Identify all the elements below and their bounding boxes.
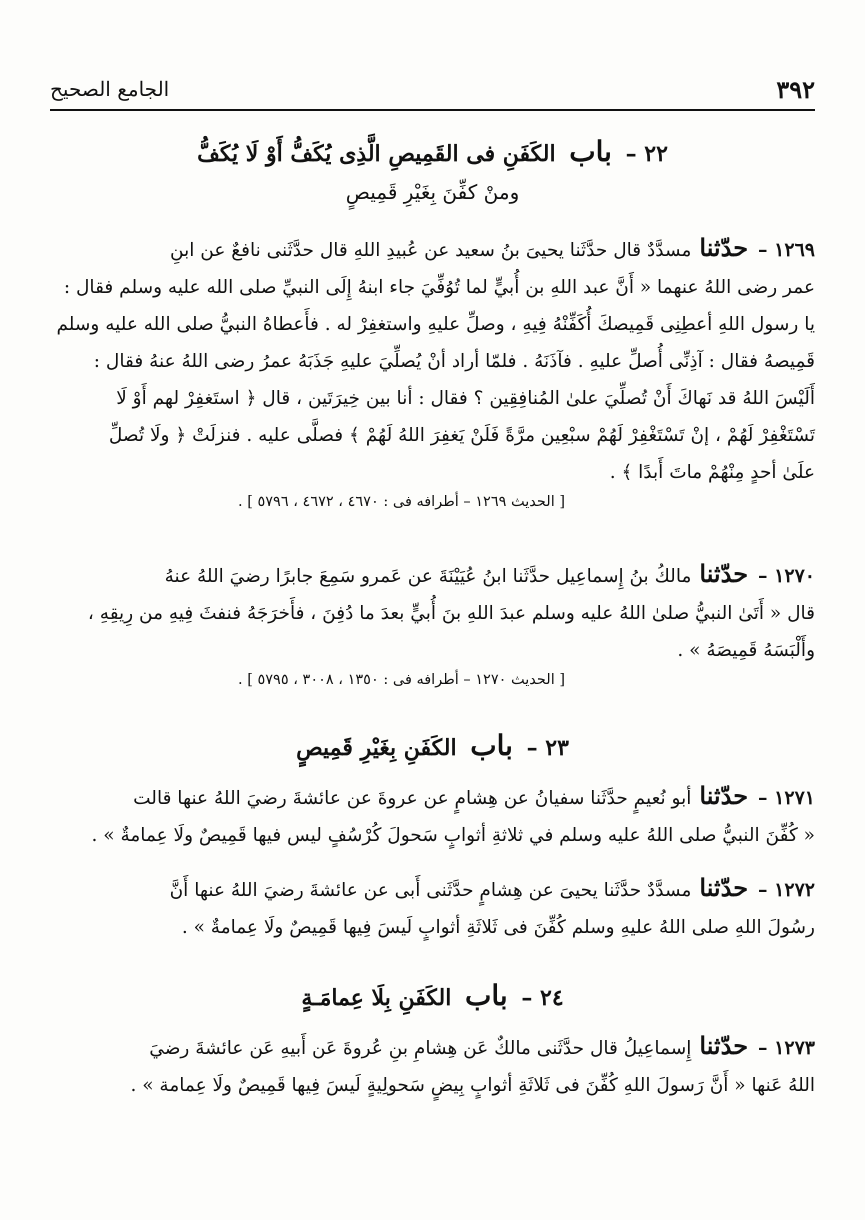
hadith-number: ١٢٧٢ – — [758, 879, 815, 901]
chapter-title — [50, 977, 815, 1015]
haddathana-word: حدّثنا — [699, 873, 749, 902]
hadith-line: « كُفِّنَ النبيُّ صلى اللهُ عليه وسلم في ثلاثةِ أثوابٍ سَحولَ كُرْسُفٍ ليس فيها قَمِيصٌ ولَا عِمامةٌ » . — [91, 825, 815, 846]
chapter-title — [50, 133, 815, 171]
hadith-line: وأَلْبَسَهُ قَمِيصَهُ » . — [677, 640, 815, 661]
hadith-1269 — [50, 229, 815, 513]
chapter-number: ٢٤ – — [521, 985, 564, 1011]
hadith-number: ١٢٦٩ – — [758, 239, 815, 261]
hadith-line — [50, 1027, 815, 1067]
hadith-line: أَلَيْسَ اللهُ قد نَهاكَ أَنْ تُصلِّيَ علىٰ المُنافِقِين ؟ فقال : أنا بين خِيرَتَين ، قال ﴿ استَغفِرْ لهم أَوْ لَا — [116, 388, 815, 409]
bab-word: باب — [470, 729, 513, 762]
hadith-number: ١٢٧١ – — [758, 787, 815, 809]
chapter-subtitle: ومنْ كفِّنَ بِغَيْرِ قَمِيصٍ — [345, 179, 520, 204]
hadith-line — [50, 229, 815, 269]
chapter-number: ٢٢ – — [625, 141, 668, 167]
hadith-reference: [ الحديث ١٢٧٠ – أطرافه فى : ١٣٥٠ ، ٣٠٠٨ ، ٥٧٩٥ ] . — [237, 672, 565, 688]
haddathana-word: حدّثنا — [699, 1031, 749, 1060]
hadith-line: علَىٰ أحدٍ مِنْهُمْ ماتَ أَبدًا ﴾ . — [609, 462, 815, 483]
hadith-number: ١٢٧٠ – — [758, 565, 815, 587]
hadith-1273 — [50, 1027, 815, 1104]
chapter-number: ٢٣ – — [526, 735, 569, 761]
hadith-text: إِسماعِيلُ قال حدَّثَنى مالكٌ عَن هِشامِ بنِ عُروةَ عَن أَبيهِ عَن عائشةَ رضيَ — [149, 1038, 692, 1059]
chapter-heading-22 — [50, 133, 815, 205]
hadith-line: قَمِيصهُ فقال : آذِنِّى أُصلِّ عليهِ . فآذَنَهُ . فلمّا أراد أنْ يُصلِّيَ عليهِ جَذَبَهُ عمرُ رضى اللهُ عنهُ فقال : — [93, 351, 815, 372]
hadith-1271 — [50, 777, 815, 854]
hadith-line — [50, 869, 815, 909]
running-head — [50, 69, 815, 111]
hadith-1270 — [50, 555, 815, 691]
hadith-line: تَسْتَغْفِرْ لَهُمْ ، إنْ تَسْتَغْفِرْ لَهُمْ سبْعِين مرَّةً فَلَنْ يَغفِرَ اللهُ لَهُمْ ﴾ فصلَّى عليه . فنزلَتْ ﴿ ولَا تُصلِّ — [108, 425, 815, 446]
book-title: الجامع الصحيح — [50, 77, 170, 101]
chapter-title — [50, 727, 815, 765]
hadith-text: مسدَّدٌ قال حدَّثَنا يحيىَ بنُ سعيد عن عُبيدِ اللهِ قال حدَّثَنى نافعٌ عن ابنِ — [170, 240, 692, 261]
hadith-text: أبو نُعيمٍ حدَّثَنا سفيانُ عن هِشامٍ عن عروةَ عن عائشةَ رضيَ اللهُ عنها قالت — [133, 788, 692, 809]
hadith-line: يا رسول اللهِ أعطِنِى قَمِيصكَ أُكَفِّنْهُ فِيهِ ، وصلِّ عليهِ واستغفِرْ له . فأَعطاهُ النبيُّ صلى الله عليه وسلم — [56, 314, 815, 335]
hadith-reference: [ الحديث ١٢٦٩ – أطرافه فى : ٤٦٧٠ ، ٤٦٧٢ ، ٥٧٩٦ ] . — [237, 494, 565, 510]
haddathana-word: حدّثنا — [699, 559, 749, 588]
hadith-line — [50, 555, 815, 595]
chapter-heading-24 — [50, 977, 815, 1015]
hadith-1272 — [50, 869, 815, 946]
hadith-text: مسدَّدٌ حدَّثَنا يحيىَ عن هِشامٍ حدَّثَنى أَبى عن عائشةَ رضيَ اللهُ عنها أَنَّ — [169, 880, 692, 901]
hadith-line: رسُولَ اللهِ صلى اللهُ عليهِ وسلم كُفِّنَ فى ثَلاثَةِ أثوابٍ لَيسَ فِيها قَمِيصٌ ولَا عِمامةٌ » . — [181, 917, 815, 938]
bab-word: باب — [569, 135, 612, 168]
chapter-heading-23 — [50, 727, 815, 765]
hadith-text: مالكُ بنُ إِسماعِيل حدَّثَنا ابنُ عُيَيْنَةَ عن عَمرو سَمِعَ جابرًا رضيَ اللهُ عنهُ — [164, 566, 692, 587]
chapter-title-text: الكَفَنِ بِغَيْرِ قَمِيصٍ — [296, 735, 457, 761]
chapter-title-text: الكَفَنِ فى القَمِيصِ الَّذِى يُكَفُّ أَوْ لَا يُكَفُّ — [197, 141, 556, 167]
page-number: ٣٩٢ — [776, 74, 815, 104]
haddathana-word: حدّثنا — [699, 233, 749, 262]
hadith-line: قال « أَتَىٰ النبيُّ صلىٰ اللهُ عليه وسلم عبدَ اللهِ بنَ أُبيٍّ بعدَ ما دُفِنَ ، فأَخرَجَهُ فنفثَ فِيهِ من رِيقِهِ ، — [87, 603, 815, 624]
book-page — [50, 55, 815, 1175]
bab-word: باب — [464, 979, 508, 1012]
hadith-number: ١٢٧٣ – — [758, 1037, 815, 1059]
chapter-title-text: الكَفَنِ بِلَا عِمامَـةٍ — [301, 985, 452, 1011]
hadith-line: اللهُ عَنها « أَنَّ رَسولَ اللهِ كُفِّنَ فى ثَلاثَةِ أثوابٍ بِيضٍ سَحولِيةٍ لَيسَ فِيها قَمِيصٌ ولَا عِمامة » . — [130, 1075, 815, 1096]
haddathana-word: حدّثنا — [699, 781, 749, 810]
hadith-line — [50, 777, 815, 817]
hadith-line: عمر رضى اللهُ عنهما « أَنَّ عبد اللهِ بن أُبيٍّ لما تُوُفِّيَ جاء ابنهُ إِلَى النبيِّ صلى الله عليه وسلم فقال : — [63, 277, 815, 298]
